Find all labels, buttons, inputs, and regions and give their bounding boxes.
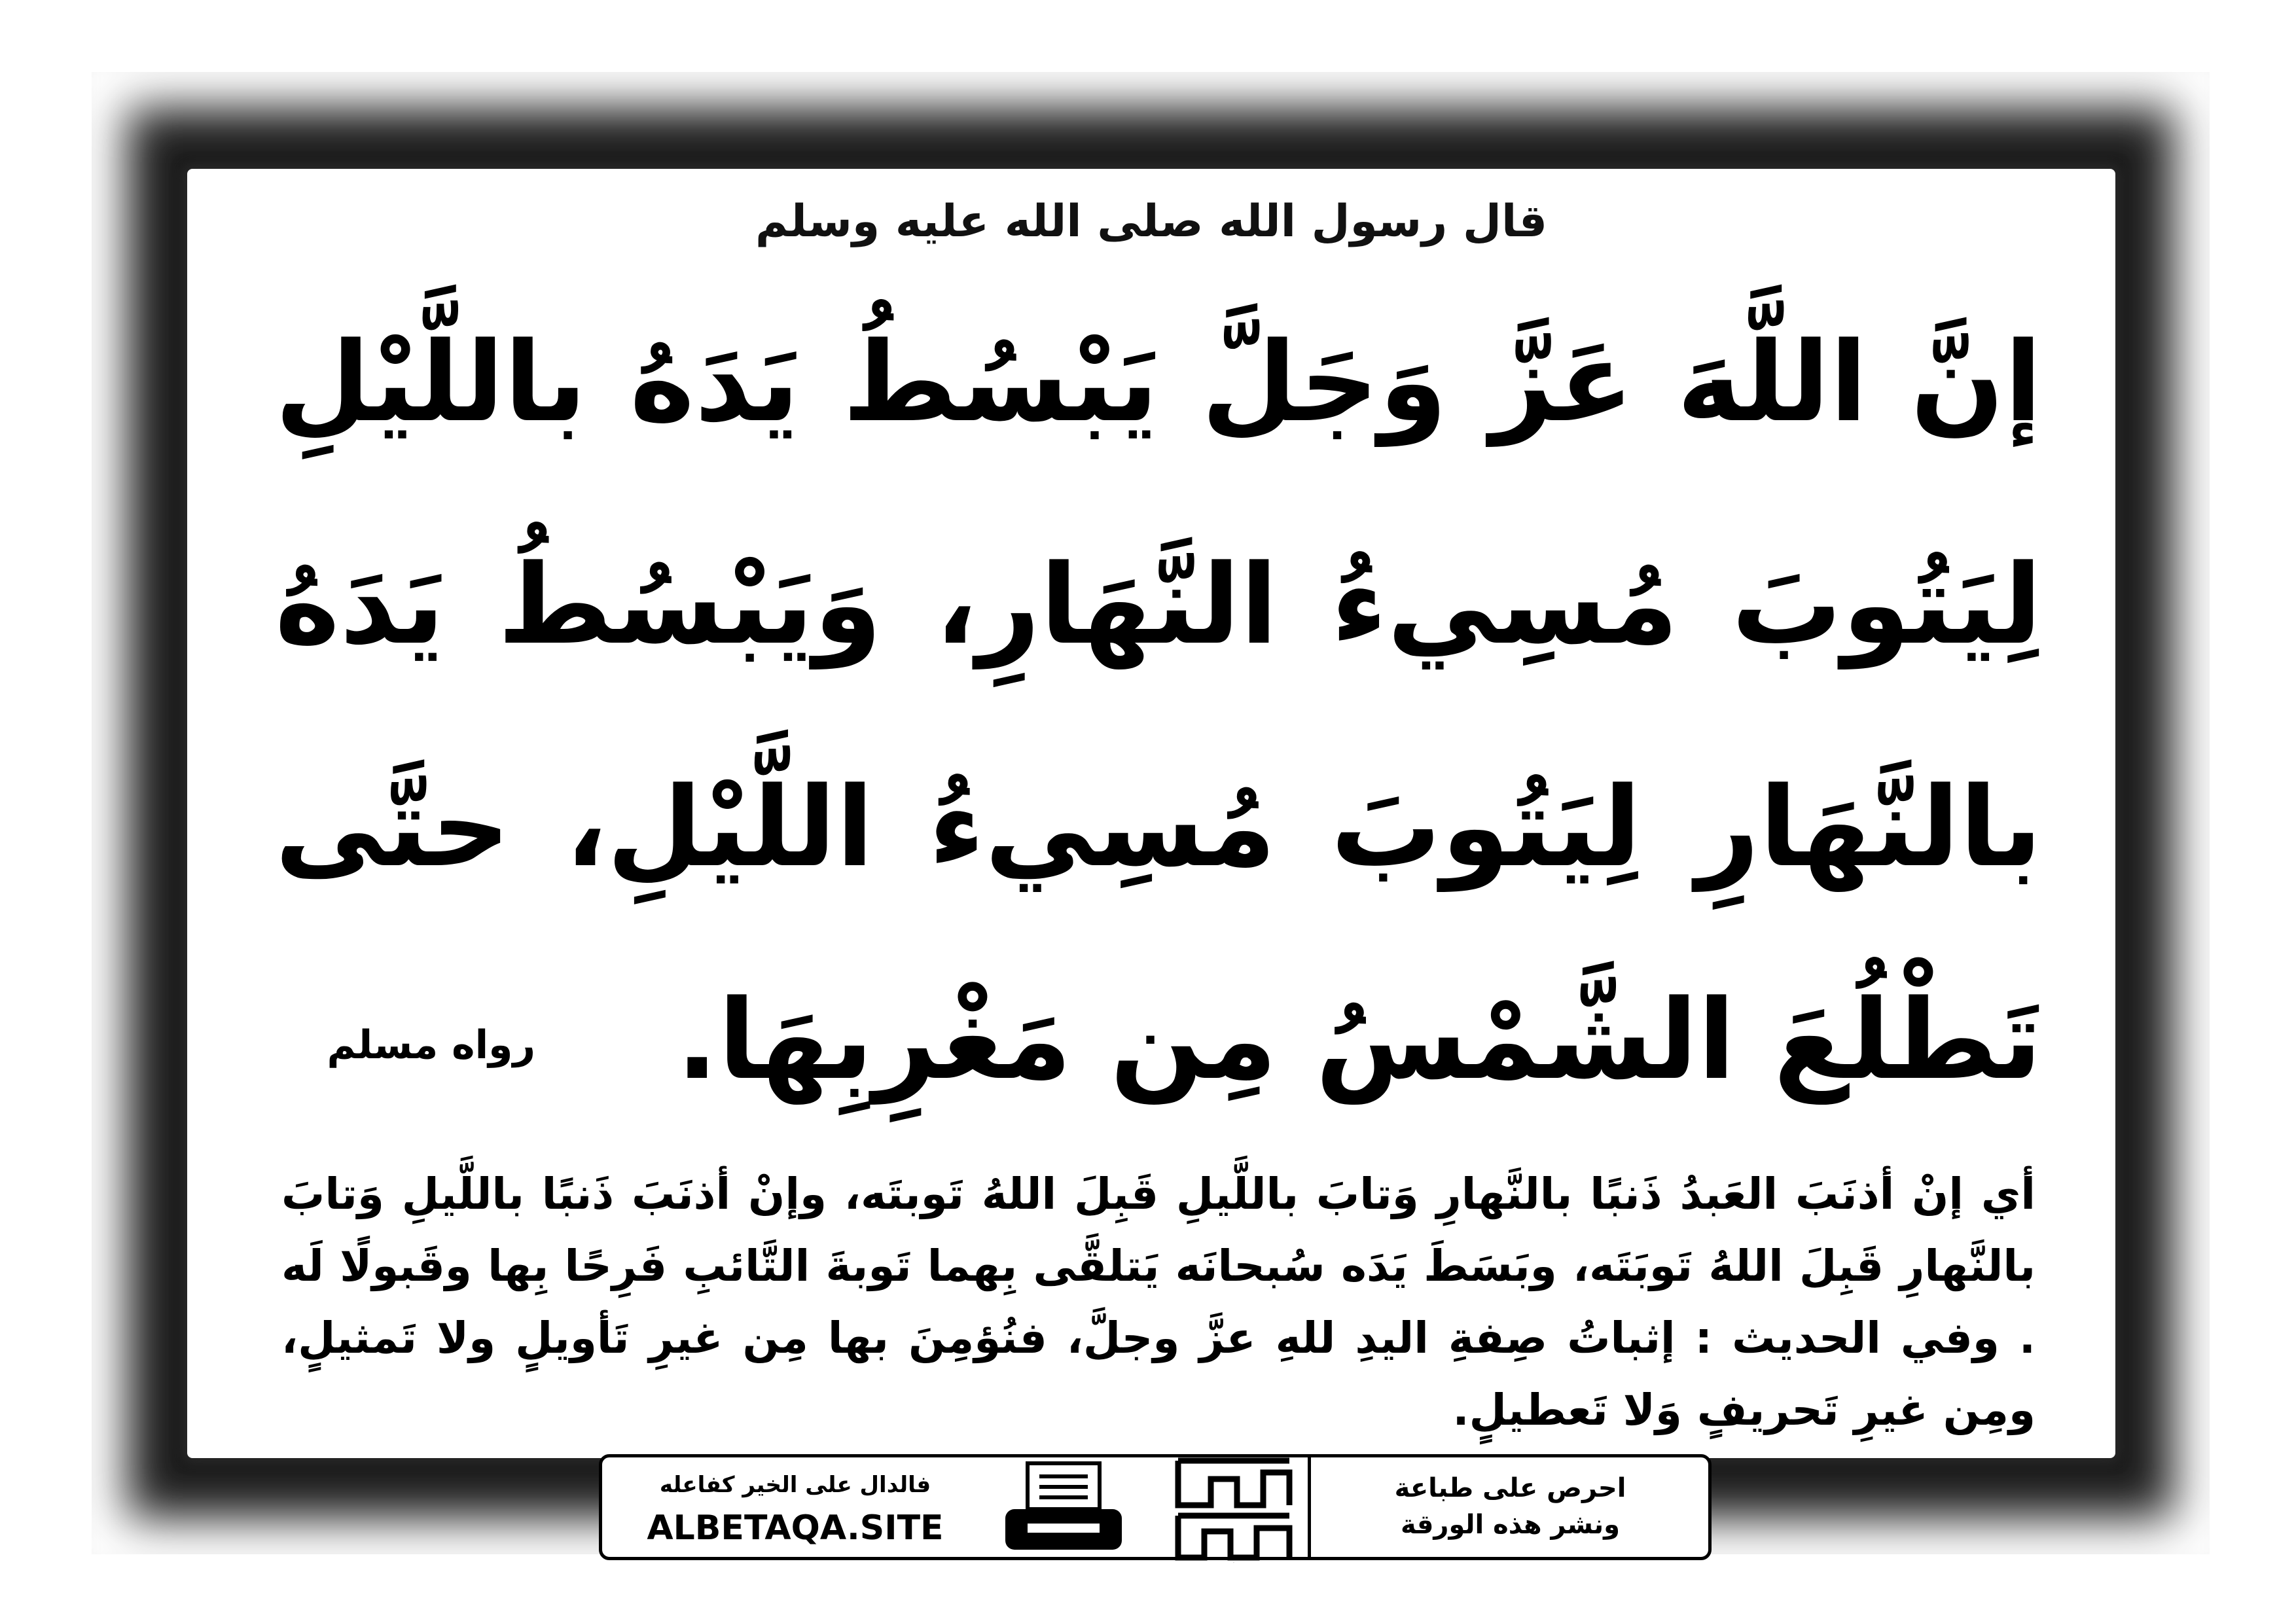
footer-cta-line-2: ونشر هذه الورقة [1400, 1510, 1621, 1540]
hadith-line-4: تَطْلُعَ الشَّمْسُ مِن مَغْرِبِهَا. [676, 976, 2042, 1104]
footer-tagline: فالدال على الخير كفاعله [659, 1472, 931, 1498]
printer-icon [1001, 1461, 1126, 1554]
footer-divider [1308, 1457, 1311, 1557]
footer-cta-block [1312, 1457, 1708, 1557]
hadith-line-1: إنَّ اللَّهَ عَزَّ وَجَلَّ يَبْسُطُ يَدَهُ باللَّيْلِ [275, 318, 2042, 446]
explanation-paragraph: أي إنْ أذنَبَ العَبدُ ذَنبًا بالنَّهارِ وَتابَ باللَّيلِ قَبِلَ اللهُ تَوبتَه، وإنْ أذنَبَ ذَنبًا باللَّيلِ وَتابَ بالنَّهارِ قَبِلَ اللهُ تَوبَتَه، وبَسَطَ يَدَه سُبحانَه يَتلقَّى بِهما تَوبةَ التَّائبِ فَرِحًا بِها وقَبولًا لَه . وفي الحديث : إثباتُ صِفةِ اليدِ للهِ عزَّ وجلَّ، فنُؤمِنَ بها مِن غيرِ تَأويلٍ ولا تَمثيلٍ، ومِن غيرِ تَحريفٍ وَلا تَعطيلٍ. [281, 1169, 2036, 1435]
hadith-line-2: لِيَتُوبَ مُسِيءُ النَّهَارِ، وَيَبْسُطُ يَدَهُ [275, 541, 2042, 669]
hadith-line-3: بالنَّهَارِ لِيَتُوبَ مُسِيءُ اللَّيْلِ، حتَّى [275, 763, 2042, 891]
footer-site-block [602, 1457, 988, 1557]
narrator-attribution: رواه مسلم [327, 1022, 535, 1068]
page-heading: قال رسول الله صلى الله عليه وسلم [755, 196, 1548, 247]
footer-site-link[interactable]: ALBETAQA.SITE [647, 1508, 944, 1548]
footer-cta-line-1: احرص على طباعة [1394, 1473, 1626, 1503]
logo-mark [1172, 1453, 1296, 1564]
